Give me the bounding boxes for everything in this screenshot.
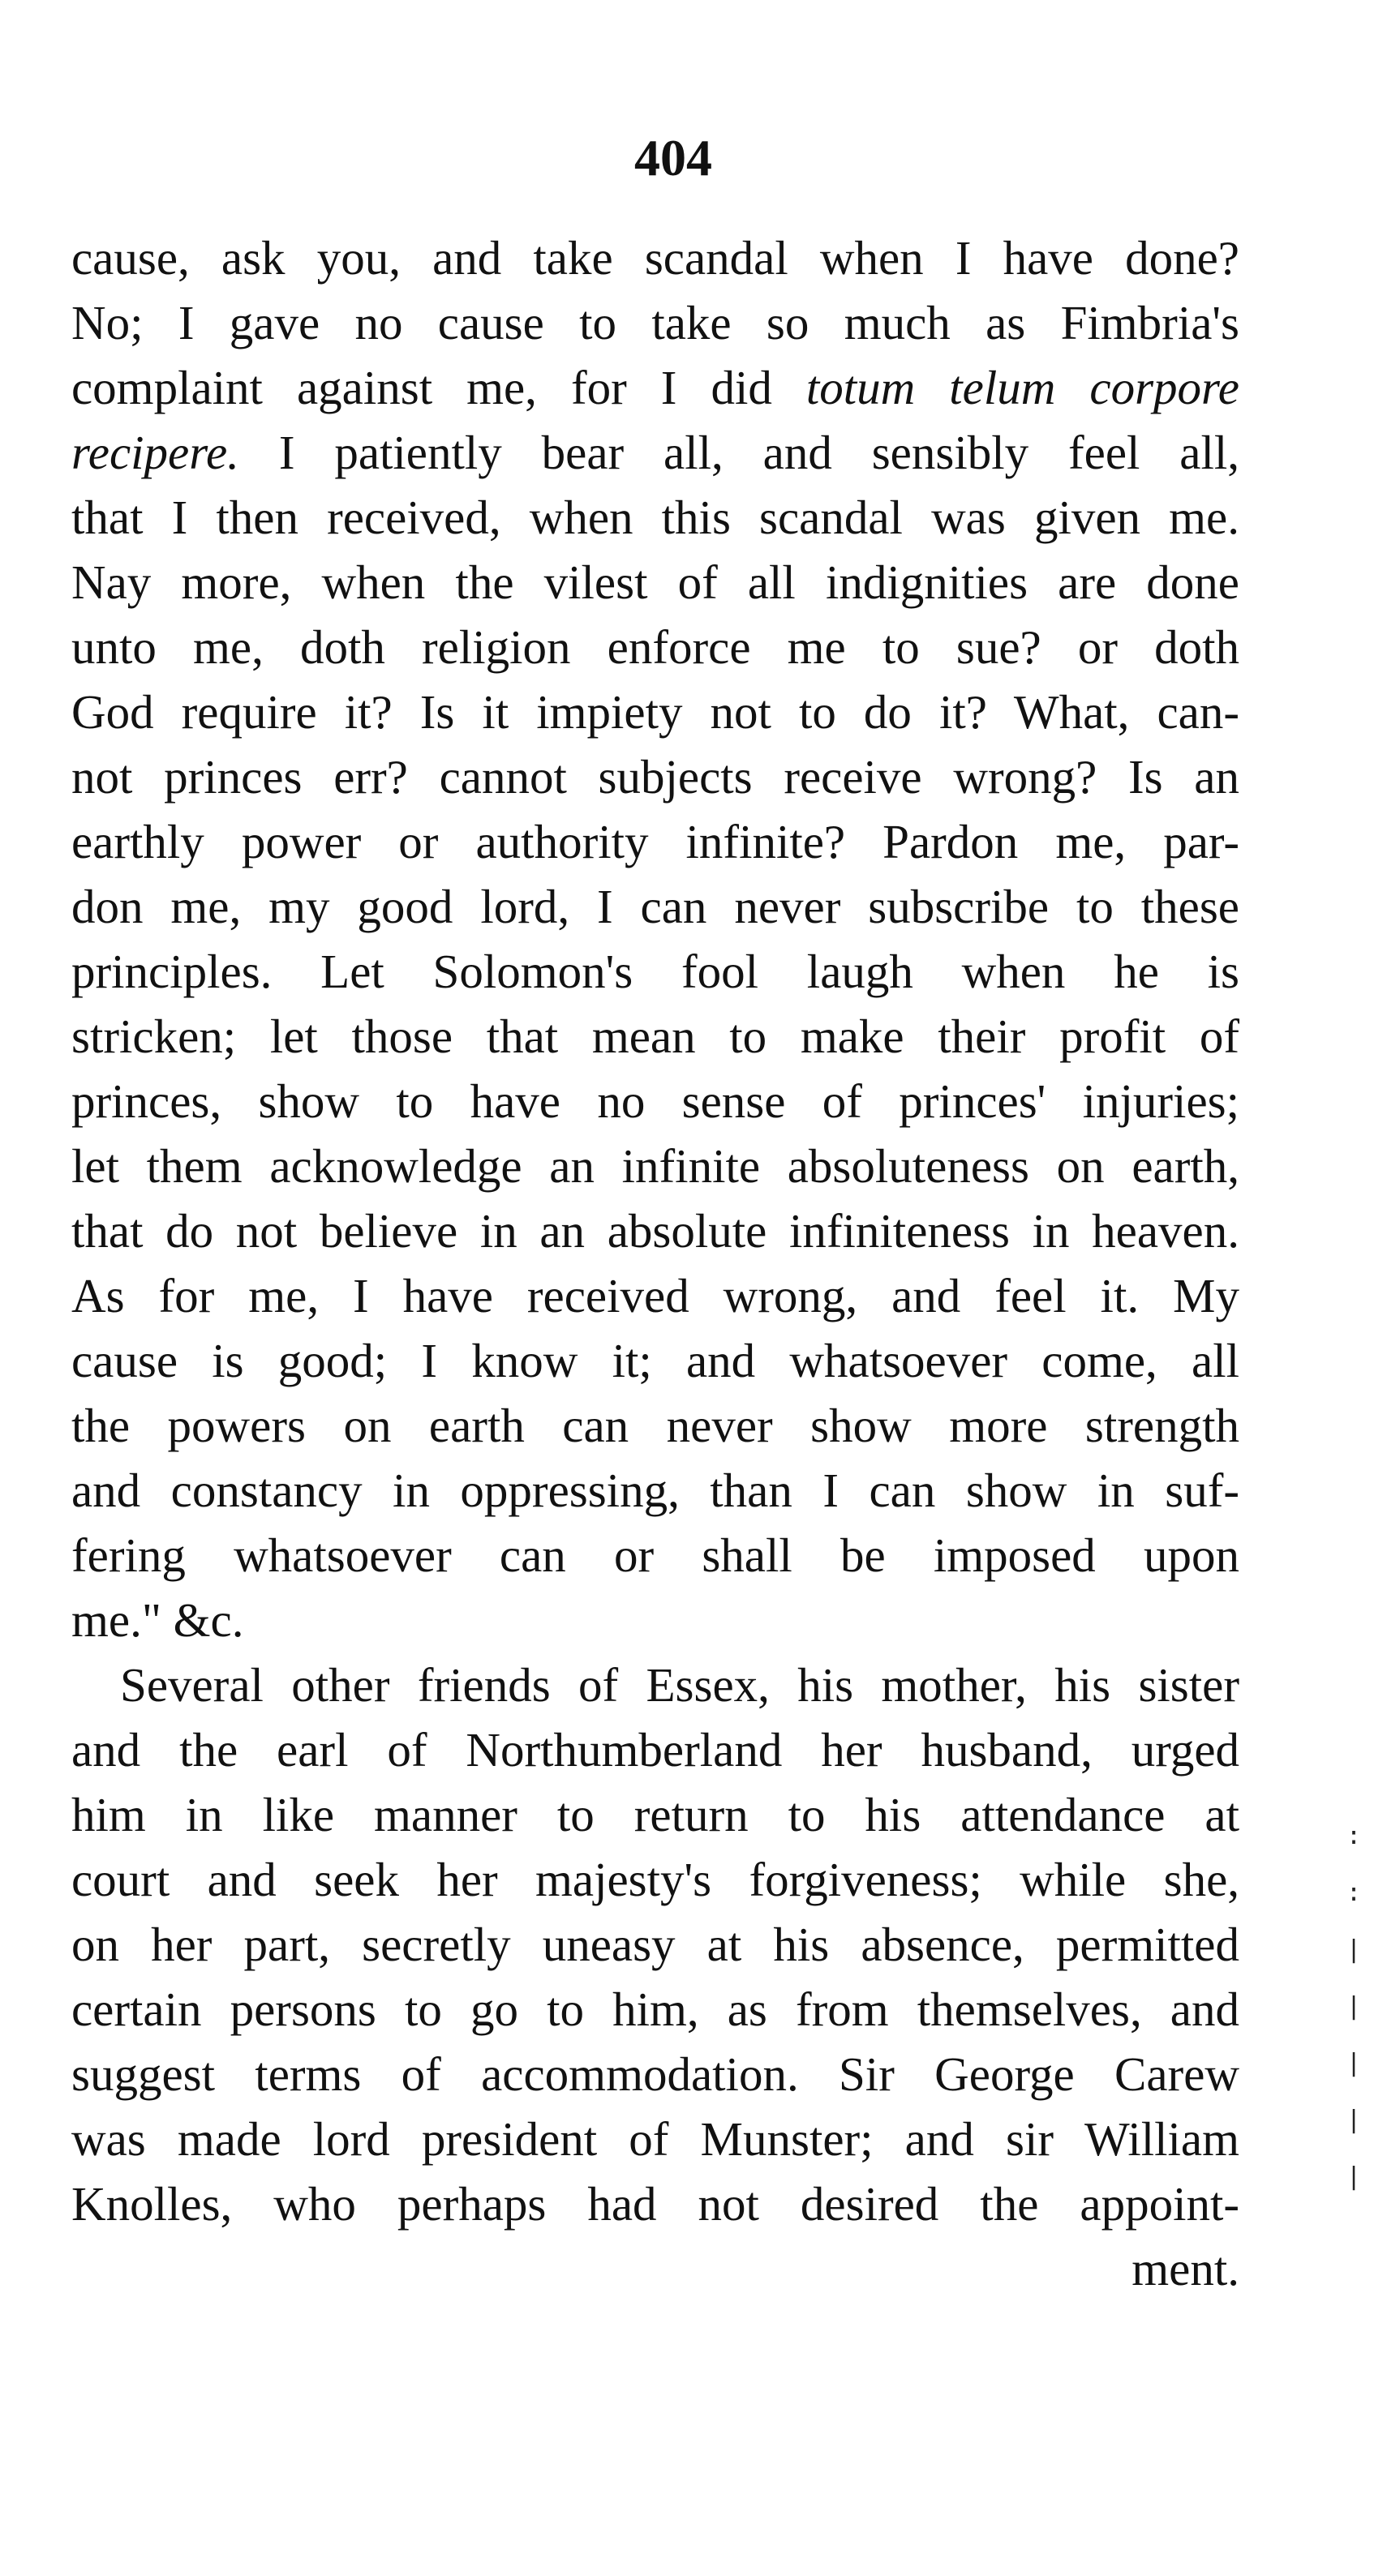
text-line: him in like manner to return to his attendance at [71,1788,1239,1841]
text-line: stricken; let those that mean to make their profit of [71,1009,1239,1063]
paragraph-1 [71,225,1239,1652]
body-text [71,225,1239,2301]
text-line: that do not believe in an absolute infiniteness in heaven. [71,1204,1239,1258]
text-line: earthly power or authority infinite? Pardon me, par- [71,815,1239,868]
text-line: Knolles, who perhaps had not desired the appoint- [71,2177,1239,2231]
margin-mark: : [1346,1879,1362,1907]
text-line: was made lord president of Munster; and sir William [71,2112,1239,2166]
text-line: Several other friends of Essex, his mother, his sister [120,1658,1239,1712]
text-line: fering whatsoever can or shall be imposed upon [71,1528,1239,1582]
text-line: on her part, secretly uneasy at his absence, permitted [71,1918,1239,1971]
italic-phrase: recipere. [71,426,239,479]
text-line: me." &c. [71,1593,244,1647]
text-line: cause is good; I know it; and whatsoever come, all [71,1334,1239,1387]
text-segment: complaint against me, for I did [71,361,806,414]
text-line-with-italic [71,355,1239,420]
margin-bleed-marks [1346,1808,1379,2205]
text-segment: I patiently bear all, and sensibly feel all, [238,426,1239,479]
margin-mark: | [1346,2106,1362,2134]
text-line: principles. Let Solomon's fool laugh when he is [71,945,1239,998]
text-line: don me, my good lord, I can never subscribe to these [71,880,1239,933]
text-line: certain persons to go to him, as from themselves, and [71,1982,1239,2036]
text-line: suggest terms of accommodation. Sir George Carew [71,2047,1239,2101]
page-number: 404 [634,129,712,186]
text-line: that I then received, when this scandal was given me. [71,491,1239,544]
margin-mark: : [1346,1822,1362,1850]
text-line: let them acknowledge an infinite absoluteness on earth, [71,1139,1239,1193]
text-line: court and seek her majesty's forgiveness; while she, [71,1853,1239,1906]
text-line: and constancy in oppressing, than I can show in suf- [71,1464,1239,1517]
margin-mark: | [1346,2162,1362,2191]
text-line: unto me, doth religion enforce me to sue? or doth [71,620,1239,674]
text-line-with-italic [71,420,1239,485]
text-line: and the earl of Northumberland her husband, urged [71,1723,1239,1777]
text-line: God require it? Is it impiety not to do it? What, can- [71,685,1239,739]
text-line: Nay more, when the vilest of all indignities are done [71,555,1239,609]
text-line: princes, show to have no sense of princes' injuries; [71,1074,1239,1128]
margin-mark: | [1346,2049,1362,2077]
italic-phrase: totum telum corpore [805,361,1239,414]
text-line: cause, ask you, and take scandal when I have done? [71,231,1239,285]
text-line: No; I gave no cause to take so much as Fimbria's [71,296,1239,349]
margin-mark: | [1346,1935,1362,1964]
text-line: not princes err? cannot subjects receive wrong? Is an [71,750,1239,804]
paragraph-2 [71,1652,1239,2301]
margin-mark: | [1346,1992,1362,2021]
catchword: ment. [1132,2242,1239,2295]
text-line: the powers on earth can never show more strength [71,1399,1239,1452]
text-line: As for me, I have received wrong, and feel it. My [71,1269,1239,1322]
